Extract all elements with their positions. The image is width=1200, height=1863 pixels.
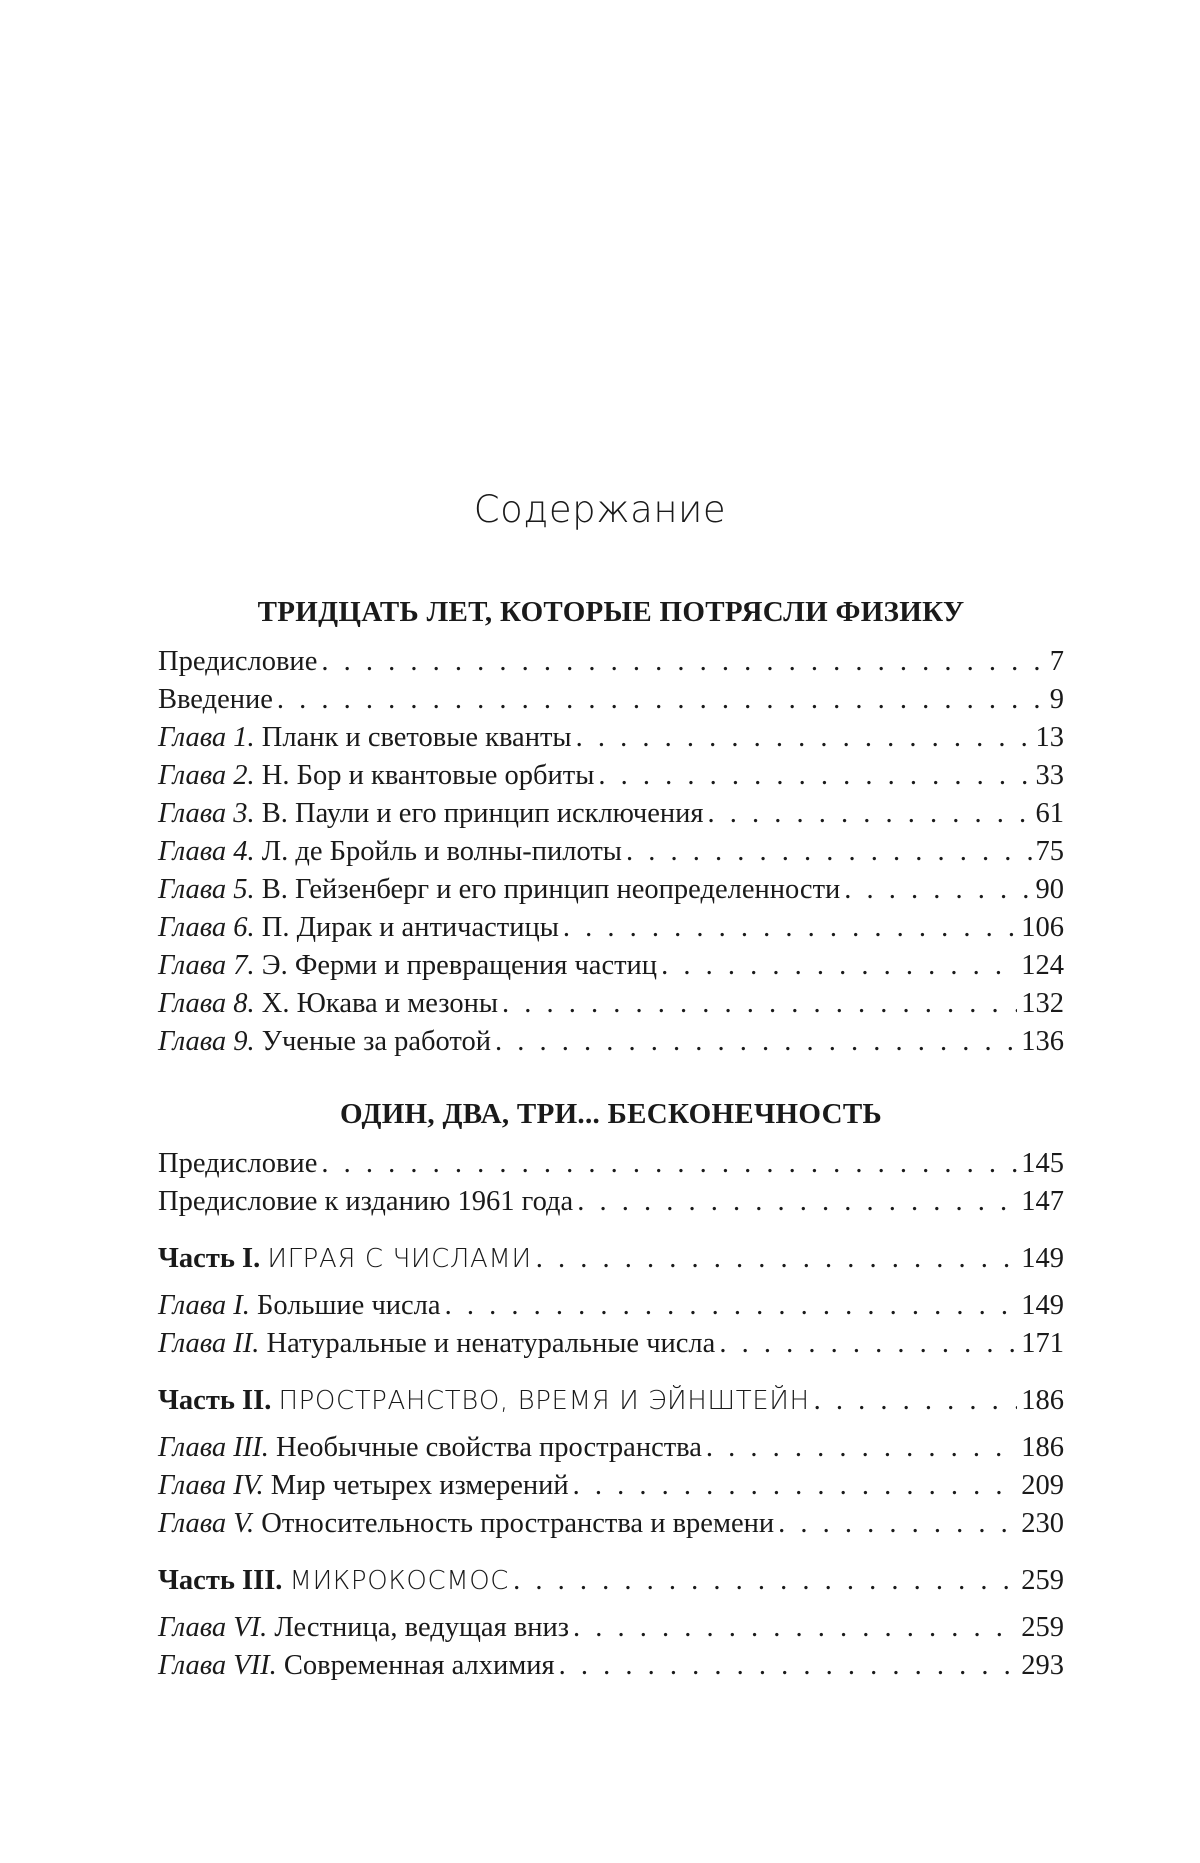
entry-title: В. Гейзенберг и его принцип неопределенности	[261, 874, 841, 905]
entry-title: Ученые за работой	[261, 1026, 492, 1057]
chapter-prefix: Глава I.	[158, 1290, 250, 1321]
chapter-prefix: Глава 1.	[158, 722, 255, 753]
toc-entry[interactable]	[158, 643, 1064, 681]
page-number: 230	[1021, 1508, 1064, 1539]
dot-leader	[536, 1240, 1018, 1278]
page-number: 149	[1021, 1243, 1064, 1274]
toc-entry[interactable]	[158, 1467, 1064, 1505]
dot-leader	[844, 871, 1031, 909]
dot-leader	[445, 1287, 1018, 1325]
page-number: 293	[1021, 1650, 1064, 1681]
chapter-prefix: Глава 7.	[158, 950, 255, 981]
entry-title: Л. де Бройль и волны-пилоты	[261, 836, 622, 867]
chapter-prefix: Глава 6.	[158, 912, 255, 943]
dot-leader	[573, 1467, 1018, 1505]
part-prefix: Часть III.	[158, 1565, 283, 1596]
entry-title: Большие числа	[257, 1290, 441, 1321]
entry-title: Планк и световые кванты	[261, 722, 572, 753]
page-number: 149	[1021, 1290, 1064, 1321]
toc-entry[interactable]	[158, 947, 1064, 985]
dot-leader	[321, 1145, 1017, 1183]
entry-title: Лестница, ведущая вниз	[274, 1612, 570, 1643]
part-title: ИГРАЯ С ЧИСЛАМИ	[267, 1244, 532, 1274]
entry-title: Э. Ферми и превращения частиц	[261, 950, 658, 981]
dot-leader	[719, 1325, 1017, 1363]
chapter-prefix: Глава VII.	[158, 1650, 277, 1681]
chapter-prefix: Глава VI.	[158, 1612, 268, 1643]
toc-entry[interactable]	[158, 1505, 1064, 1543]
chapter-prefix: Глава III.	[158, 1432, 269, 1463]
toc-entry[interactable]	[158, 985, 1064, 1023]
entry-title: Натуральные и ненатуральные числа	[266, 1328, 716, 1359]
page-number: 75	[1035, 836, 1064, 867]
part-prefix: Часть II.	[158, 1385, 272, 1416]
toc-entry[interactable]	[158, 871, 1064, 909]
toc-entry[interactable]	[158, 1023, 1064, 1061]
dot-leader	[559, 1647, 1018, 1685]
toc-entry[interactable]	[158, 681, 1064, 719]
toc-part-entry[interactable]	[158, 1382, 1064, 1420]
entry-title: Современная алхимия	[283, 1650, 555, 1681]
dot-leader	[277, 681, 1046, 719]
page-number: 106	[1021, 912, 1064, 943]
chapter-prefix: Глава V.	[158, 1508, 255, 1539]
toc-entry[interactable]	[158, 719, 1064, 757]
entry-title: Н. Бор и квантовые орбиты	[261, 760, 595, 791]
entry-title: Мир четырех измерений	[270, 1470, 569, 1501]
dot-leader	[661, 947, 1017, 985]
page-number: 124	[1021, 950, 1064, 981]
part-title: МИКРОКОСМОС	[289, 1566, 510, 1596]
dot-leader	[563, 909, 1017, 947]
toc-entry[interactable]	[158, 1325, 1064, 1363]
book1-heading: ТРИДЦАТЬ ЛЕТ, КОТОРЫЕ ПОТРЯСЛИ ФИЗИКУ	[257, 596, 965, 628]
page-number: 90	[1035, 874, 1064, 905]
toc-entry[interactable]	[158, 1183, 1064, 1221]
entry-title: Необычные свойства пространства	[276, 1432, 702, 1463]
page-number: 136	[1021, 1026, 1064, 1057]
dot-leader	[814, 1382, 1018, 1420]
toc-entry[interactable]	[158, 1145, 1064, 1183]
chapter-prefix: Глава 9.	[158, 1026, 255, 1057]
toc-title: Содержание	[473, 488, 727, 531]
chapter-prefix: Глава 5.	[158, 874, 255, 905]
entry-title: В. Паули и его принцип исключения	[261, 798, 704, 829]
dot-leader	[576, 719, 1032, 757]
dot-leader	[707, 795, 1031, 833]
page-number: 7	[1049, 646, 1064, 677]
dot-leader	[573, 1609, 1017, 1647]
page-number: 147	[1021, 1186, 1064, 1217]
entry-title: Предисловие к изданию 1961 года	[158, 1186, 574, 1217]
dot-leader	[513, 1562, 1017, 1600]
dot-leader	[598, 757, 1031, 795]
book2-heading: ОДИН, ДВА, ТРИ... БЕСКОНЕЧНОСТЬ	[340, 1098, 882, 1130]
page-number: 132	[1021, 988, 1064, 1019]
toc-part-entry[interactable]	[158, 1240, 1064, 1278]
dot-leader	[626, 833, 1032, 871]
page-number: 209	[1021, 1470, 1064, 1501]
page-number: 259	[1021, 1612, 1064, 1643]
toc-entry[interactable]	[158, 1429, 1064, 1467]
page-number: 259	[1021, 1565, 1064, 1596]
chapter-prefix: Глава II.	[158, 1328, 260, 1359]
toc-entry[interactable]	[158, 1287, 1064, 1325]
entry-title: Предисловие	[158, 1148, 318, 1179]
part-prefix: Часть I.	[158, 1243, 261, 1274]
entry-title: Относительность пространства и времени	[261, 1508, 775, 1539]
toc-entry[interactable]	[158, 795, 1064, 833]
entry-title: Введение	[158, 684, 273, 715]
page-number: 13	[1035, 722, 1064, 753]
chapter-prefix: Глава 2.	[158, 760, 255, 791]
page-number: 186	[1021, 1385, 1064, 1416]
page-number: 171	[1021, 1328, 1064, 1359]
dot-leader	[778, 1505, 1017, 1543]
dot-leader	[495, 1023, 1017, 1061]
toc-entry[interactable]	[158, 1647, 1064, 1685]
page-number: 186	[1021, 1432, 1064, 1463]
page-number: 9	[1049, 684, 1064, 715]
page-number: 33	[1035, 760, 1064, 791]
toc-entry[interactable]	[158, 757, 1064, 795]
toc-part-entry[interactable]	[158, 1562, 1064, 1600]
dot-leader	[321, 643, 1045, 681]
entry-title: Предисловие	[158, 646, 318, 677]
part-title: ПРОСТРАНСТВО, ВРЕМЯ И ЭЙНШТЕЙН	[278, 1386, 810, 1416]
toc-entry[interactable]	[158, 909, 1064, 947]
dot-leader	[577, 1183, 1017, 1221]
page-number: 145	[1021, 1148, 1064, 1179]
chapter-prefix: Глава 4.	[158, 836, 255, 867]
chapter-prefix: Глава 3.	[158, 798, 255, 829]
page-number: 61	[1035, 798, 1064, 829]
entry-title: П. Дирак и античастицы	[261, 912, 559, 943]
chapter-prefix: Глава 8.	[158, 988, 255, 1019]
toc-entry[interactable]	[158, 1609, 1064, 1647]
entry-title: Х. Юкава и мезоны	[261, 988, 498, 1019]
chapter-prefix: Глава IV.	[158, 1470, 264, 1501]
toc-entry[interactable]	[158, 833, 1064, 871]
dot-leader	[502, 985, 1017, 1023]
dot-leader	[706, 1429, 1017, 1467]
